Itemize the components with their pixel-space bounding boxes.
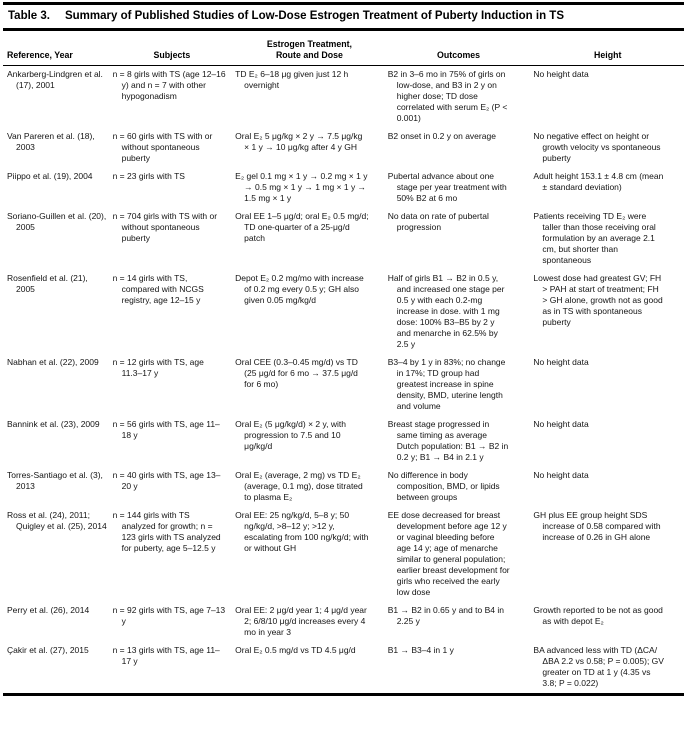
cell-subjects: n = 704 girls with TS with or without spontaneous puberty bbox=[112, 211, 218, 243]
cell-reference: Van Pareren et al. (18), 2003 bbox=[7, 131, 95, 152]
cell-reference: Ankarberg-Lindgren et al. (17), 2001 bbox=[7, 69, 103, 90]
table-row bbox=[3, 467, 684, 507]
column-header-outcomes: Outcomes bbox=[386, 31, 532, 66]
cell-reference: Ross et al. (24), 2011; Quigley et al. (25), 2014 bbox=[7, 510, 107, 531]
cell-treatment: Oral E₂ 0.5 mg/d vs TD 4.5 μg/d bbox=[235, 645, 356, 655]
cell-outcomes: B3–4 by 1 y in 83%; no change in 17%; TD group had greatest increase in spine density, BMD, uterine length and volume bbox=[387, 357, 506, 411]
cell-subjects: n = 13 girls with TS, age 11–17 y bbox=[112, 645, 220, 666]
table-row bbox=[3, 128, 684, 168]
table-number: Table 3. bbox=[8, 10, 50, 22]
cell-subjects: n = 40 girls with TS, age 13–20 y bbox=[112, 470, 221, 491]
cell-height: No negative effect on height or growth velocity vs spontaneous puberty bbox=[533, 131, 661, 163]
cell-subjects: n = 8 girls with TS (age 12–16 y) and n = 7 with other hypogonadism bbox=[112, 69, 226, 101]
table-title: Summary of Published Studies of Low-Dose Estrogen Treatment of Puberty Induction in TS bbox=[64, 10, 564, 22]
cell-outcomes: B1 → B2 in 0.65 y and to B4 in 2.25 y bbox=[387, 605, 504, 626]
column-header-treatment: Estrogen Treatment, Route and Dose bbox=[233, 31, 386, 66]
cell-subjects: n = 12 girls with TS, age 11.3–17 y bbox=[112, 357, 204, 378]
cell-height: Lowest dose had greatest GV; FH > PAH at start of treatment; FH > GH alone, growth not as good as in TS with spontaneous puberty bbox=[533, 273, 663, 327]
cell-outcomes: Half of girls B1 → B2 in 0.5 y, and increased one stage per 0.5 y with each 0.2-mg increase in dose. with 1 mg dose: 100% B3–B5 by 2 y and menarche in 62.5% by 2.5 y bbox=[387, 273, 505, 349]
column-header-subjects: Subjects bbox=[111, 31, 234, 66]
table-row bbox=[3, 66, 684, 129]
cell-treatment: E₂ gel 0.1 mg × 1 y → 0.2 mg × 1 y → 0.5 mg × 1 y → 1 mg × 1 y → 1.5 mg × 1 y bbox=[235, 171, 368, 203]
table-row bbox=[3, 270, 684, 354]
table-row bbox=[3, 208, 684, 270]
cell-reference: Rosenfield et al. (21), 2005 bbox=[7, 273, 88, 294]
cell-outcomes: No data on rate of pubertal progression bbox=[387, 211, 489, 232]
cell-treatment: Oral E₂ 5 μg/kg × 2 y → 7.5 μg/kg × 1 y → 10 μg/kg after 4 y GH bbox=[235, 131, 363, 152]
cell-outcomes: B2 in 3–6 mo in 75% of girls on low-dose, and B3 in 2 y on higher dose; TD dose correlated with serum E₂ (P < 0.001) bbox=[387, 69, 508, 123]
cell-treatment: Oral E₂ (5 μg/kg/d) × 2 y, with progression to 7.5 and 10 μg/kg/d bbox=[235, 419, 346, 451]
cell-height: Adult height 153.1 ± 4.8 cm (mean ± standard deviation) bbox=[533, 171, 664, 192]
cell-reference: Torres-Santiago et al. (3), 2013 bbox=[7, 470, 103, 491]
cell-outcomes: B2 onset in 0.2 y on average bbox=[387, 131, 496, 141]
cell-subjects: n = 56 girls with TS, age 11–18 y bbox=[112, 419, 220, 440]
cell-outcomes: Pubertal advance about one stage per year treatment with 50% B2 at 6 mo bbox=[387, 171, 507, 203]
cell-height: No height data bbox=[533, 419, 589, 429]
cell-reference: Soriano-Guillen et al. (20), 2005 bbox=[7, 211, 107, 232]
cell-treatment: Oral EE: 2 μg/d year 1; 4 μg/d year 2; 6/8/10 μg/d increases every 4 mo in year 3 bbox=[235, 605, 367, 637]
cell-reference: Çakir et al. (27), 2015 bbox=[7, 645, 89, 655]
cell-treatment: TD E₂ 6–18 μg given just 12 h overnight bbox=[235, 69, 349, 90]
cell-height: GH plus EE group height SDS increase of 0.58 compared with increase of 0.26 in GH alone bbox=[533, 510, 661, 542]
cell-outcomes: Breast stage progressed in same timing as average Dutch population: B1 → B2 in 0.2 y; B1 → B4 in 2.1 y bbox=[387, 419, 509, 462]
cell-height: BA advanced less with TD (ΔCA/ΔBA 2.2 vs 0.58; P = 0.005); GV greater on TD at 1 y (4.35 vs 3.8; P = 0.022) bbox=[533, 645, 664, 688]
cell-reference: Perry et al. (26), 2014 bbox=[7, 605, 90, 615]
table-row bbox=[3, 416, 684, 467]
cell-outcomes: EE dose decreased for breast development before age 12 y or vaginal bleeding before age 14 y; age of menarche similar to general population; earlier breast development for girls who received the early low dose bbox=[387, 510, 510, 597]
cell-height: Growth reported to be not as good as with depot E₂ bbox=[533, 605, 663, 626]
cell-treatment: Depot E₂ 0.2 mg/mo with increase of 0.2 mg every 0.5 y; GH also given 0.05 mg/kg/d bbox=[235, 273, 364, 305]
studies-table bbox=[3, 31, 684, 696]
column-header-height: Height bbox=[531, 31, 684, 66]
cell-reference: Piippo et al. (19), 2004 bbox=[7, 171, 93, 181]
cell-outcomes: B1 → B3–4 in 1 y bbox=[387, 645, 454, 655]
table-row bbox=[3, 354, 684, 416]
table-row bbox=[3, 642, 684, 695]
cell-height: No height data bbox=[533, 357, 589, 367]
table-row bbox=[3, 168, 684, 208]
cell-subjects: n = 23 girls with TS bbox=[112, 171, 185, 181]
cell-height: Patients receiving TD E₂ were taller than those receiving oral formulation by an average 2.1 cm, but shorter than spontaneous bbox=[533, 211, 656, 265]
table-caption bbox=[3, 2, 684, 31]
cell-subjects: n = 144 girls with TS analyzed for growth; n = 123 girls with TS analyzed for puberty, age 5–12.5 y bbox=[112, 510, 221, 553]
cell-outcomes: No difference in body composition, BMD, or lipids between groups bbox=[387, 470, 500, 502]
table-row bbox=[3, 507, 684, 602]
column-header-reference: Reference, Year bbox=[3, 31, 111, 66]
cell-reference: Bannink et al. (23), 2009 bbox=[7, 419, 100, 429]
header-row bbox=[3, 31, 684, 66]
cell-height: No height data bbox=[533, 69, 589, 79]
cell-treatment: Oral E₂ (average, 2 mg) vs TD E₂ (average, 0.1 mg), dose titrated to plasma E₂ bbox=[235, 470, 363, 502]
table-row bbox=[3, 602, 684, 642]
cell-height: No height data bbox=[533, 470, 589, 480]
cell-treatment: Oral CEE (0.3–0.45 mg/d) vs TD (25 μg/d for 6 mo → 37.5 μg/d for 6 mo) bbox=[235, 357, 358, 389]
cell-subjects: n = 14 girls with TS, compared with NCGS registry, age 12–15 y bbox=[112, 273, 204, 305]
cell-subjects: n = 92 girls with TS, age 7–13 y bbox=[112, 605, 226, 626]
cell-subjects: n = 60 girls with TS with or without spontaneous puberty bbox=[112, 131, 213, 163]
cell-treatment: Oral EE: 25 ng/kg/d, 5–8 y; 50 ng/kg/d, >8–12 y; >12 y, escalating from 100 ng/kg/d; with or without GH bbox=[235, 510, 369, 553]
cell-treatment: Oral EE 1–5 μg/d; oral E₂ 0.5 mg/d; TD one-quarter of a 25-μg/d patch bbox=[235, 211, 369, 243]
cell-reference: Nabhan et al. (22), 2009 bbox=[7, 357, 99, 367]
